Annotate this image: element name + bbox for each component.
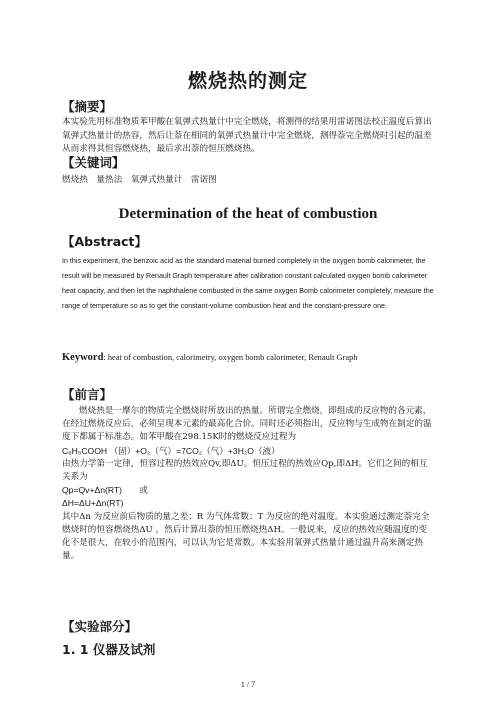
equation-dh: ΔH=ΔU+Δn(RT) bbox=[62, 498, 124, 509]
keywords-heading: 【关键词】 bbox=[62, 155, 125, 170]
keyword-en-line bbox=[62, 350, 434, 366]
abstract-cn-text: 本实验先用标准物质苯甲酸在氧弹式热量计中完全燃烧，将测得的结果用雷诺图法校正温度后算出氧弹式热量计的热容，然后让萘在相同的氧弹式热量计中完全燃烧，测得萘完全燃烧时引起的温差从而求得其恒容燃烧热，最后求出萘的恒压燃烧热。 bbox=[62, 117, 432, 154]
abstract-cn-block bbox=[62, 116, 434, 157]
experiment-heading: 【实验部分】 bbox=[62, 619, 138, 634]
keywords-cn-text: 燃烧热 量热法 氧弹式热量计 雷诺图 bbox=[62, 175, 217, 185]
abstract-en-text: In this experiment, the benzoic acid as the standard material burned completely in the oxygen bomb calorimeter, the result will be measured by Renault Graph temperature after calibration constant calculated oxygen bomb calorimeter heat capacity, and then let the naphthalene combusted in the same oxygen Bomb calorimeter completely, measure the range of temperature so as to get the constant-volume combustion heat and the constant-pressure one. bbox=[62, 257, 434, 310]
intro-paragraph-3: 其中Δn 为反应前后物质的量之差；R 为气体常数；T 为反应的绝对温度。本实验通过测定萘完全燃烧时的恒容燃烧热ΔU ，然后计算出萘的恒压燃烧热ΔH。一般说来，反应的热效应随温度的变化不是很大，在较小的范围内，可以认为它是常数。本实验用氧弹式热量计通过温升高来测定热量。 bbox=[62, 511, 430, 562]
keyword-en-text: : heat of combustion, calorimetry, oxygen bomb calorimeter, Renault Graph bbox=[103, 353, 358, 362]
intro-heading: 【前言】 bbox=[62, 387, 113, 402]
page-title: 燃烧热的测定 bbox=[187, 70, 308, 92]
keyword-en-label: Keyword bbox=[62, 352, 104, 363]
section-1-1-heading: 1. 1 仪器及试剂 bbox=[62, 642, 156, 657]
intro-paragraph-1: 燃烧热是一摩尔的物质完全燃烧时所放出的热量。所谓完全燃烧，即组成的反应物的各元素，在经过燃烧反应后，必须呈现本元素的最高化合价。同时还必须指出，反应物与生成物在制定的温度下都属于标准态。如苯甲酸在298.15K时的燃烧反应过程为 bbox=[62, 406, 432, 443]
abstract-en-heading: 【Abstract】 bbox=[62, 234, 148, 249]
abstract-heading: 【摘要】 bbox=[62, 99, 113, 114]
intro-block bbox=[62, 405, 434, 563]
equation-qp: Qp=Qv+Δn(RT) 或 bbox=[62, 485, 148, 496]
intro-paragraph-2: 由热力学第一定律，恒容过程的热效应Qv,即ΔU。恒压过程的热效应Qp,即ΔH。它们之间的相互关系为 bbox=[62, 458, 428, 483]
equation-combustion: C₆H₅COOH （固）+O₂（气）=7CO₂（气）+3H₂O（液） bbox=[62, 445, 280, 456]
page-number: 1 / 7 bbox=[240, 680, 256, 689]
english-title: Determination of the heat of combustion bbox=[118, 206, 378, 222]
